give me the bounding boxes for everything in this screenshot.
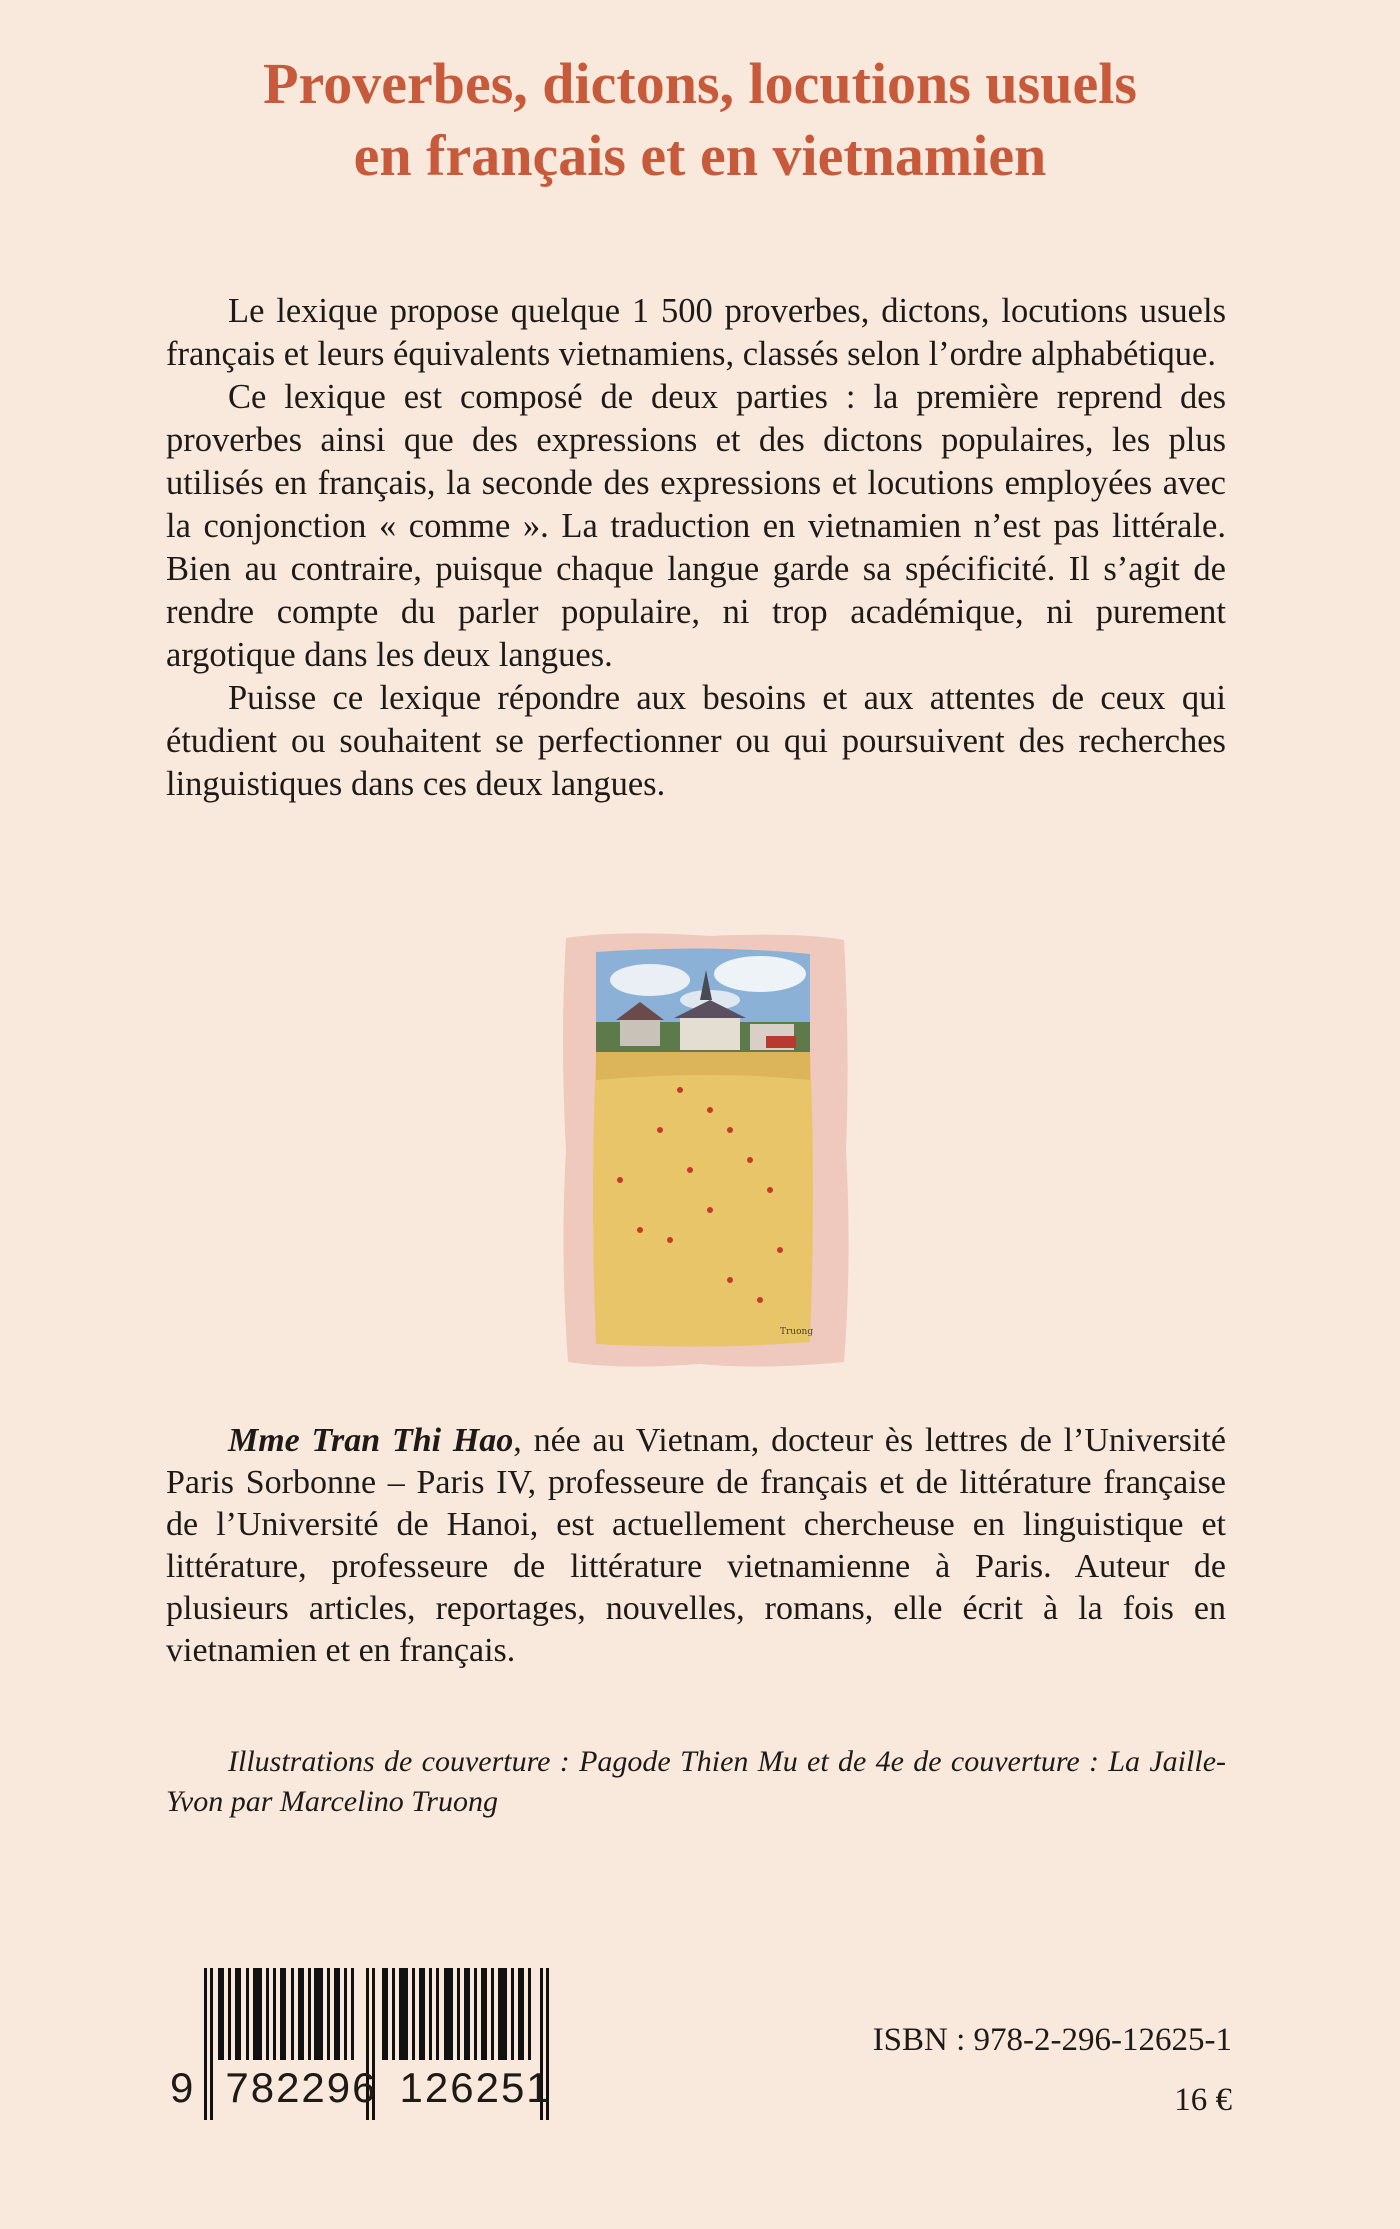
- barcode-group-1: 782296: [225, 2064, 378, 2111]
- credits-text: Illustrations de couverture : Pagode Thien Mu et de 4e de couverture : La Jaille-Yvon par Marcelino Truong: [166, 1745, 1226, 1818]
- barcode-first-digit: 9: [170, 2064, 196, 2111]
- author-bio-text: , née au Vietnam, docteur ès lettres de l’Université Paris Sorbonne – Paris IV, professeure de français et de littérature française de l’Université de Hanoi, est actuellement chercheuse en linguistique et littérature, professeure de littérature vietnamienne à Paris. Auteur de plusieurs articles, reportages, nouvelles, romans, elle écrit à la fois en vietnamien et en français.: [166, 1422, 1226, 1669]
- illustration-credits: [166, 1742, 1226, 1822]
- book-title: [0, 48, 1400, 192]
- description-paragraph-2: Ce lexique est composé de deux parties : la première reprend des proverbes ainsi que des expressions et des dictons populaires, les plus utilisés en français, la seconde des expressions et locutions employées avec la conjonction « comme ». La traduction en vietnamien n’est pas littérale. Bien au contraire, puisque chaque langue garde sa spécificité. Il s’agit de rendre compte du parler populaire, ni trop académique, ni purement argotique dans les deux langues.: [166, 378, 1226, 674]
- description-paragraph-1: Le lexique propose quelque 1 500 proverbes, dictons, locutions usuels français et leurs équivalents vietnamiens, classés selon l’ordre alphabétique.: [166, 292, 1226, 373]
- price: 16 €: [1174, 2082, 1232, 2118]
- isbn: ISBN : 978-2-296-12625-1: [872, 2022, 1232, 2058]
- title-line-1: Proverbes, dictons, locutions usuels: [263, 51, 1137, 116]
- illustration-signature: Truong: [780, 1327, 814, 1337]
- author-name: Mme Tran Thi Hao: [228, 1422, 514, 1459]
- description: [166, 290, 1226, 806]
- author-bio: [166, 1420, 1226, 1672]
- cover-illustration: [560, 930, 850, 1370]
- title-line-2: en français et en vietnamien: [353, 123, 1047, 188]
- barcode-group-2: 126251: [399, 2064, 552, 2111]
- description-paragraph-3: Puisse ce lexique répondre aux besoins et aux attentes de ceux qui étudient ou souhaitent se perfectionner ou qui poursuivent des recherches linguistiques dans ces deux langues.: [166, 679, 1226, 803]
- barcode-digits: [170, 2064, 570, 2112]
